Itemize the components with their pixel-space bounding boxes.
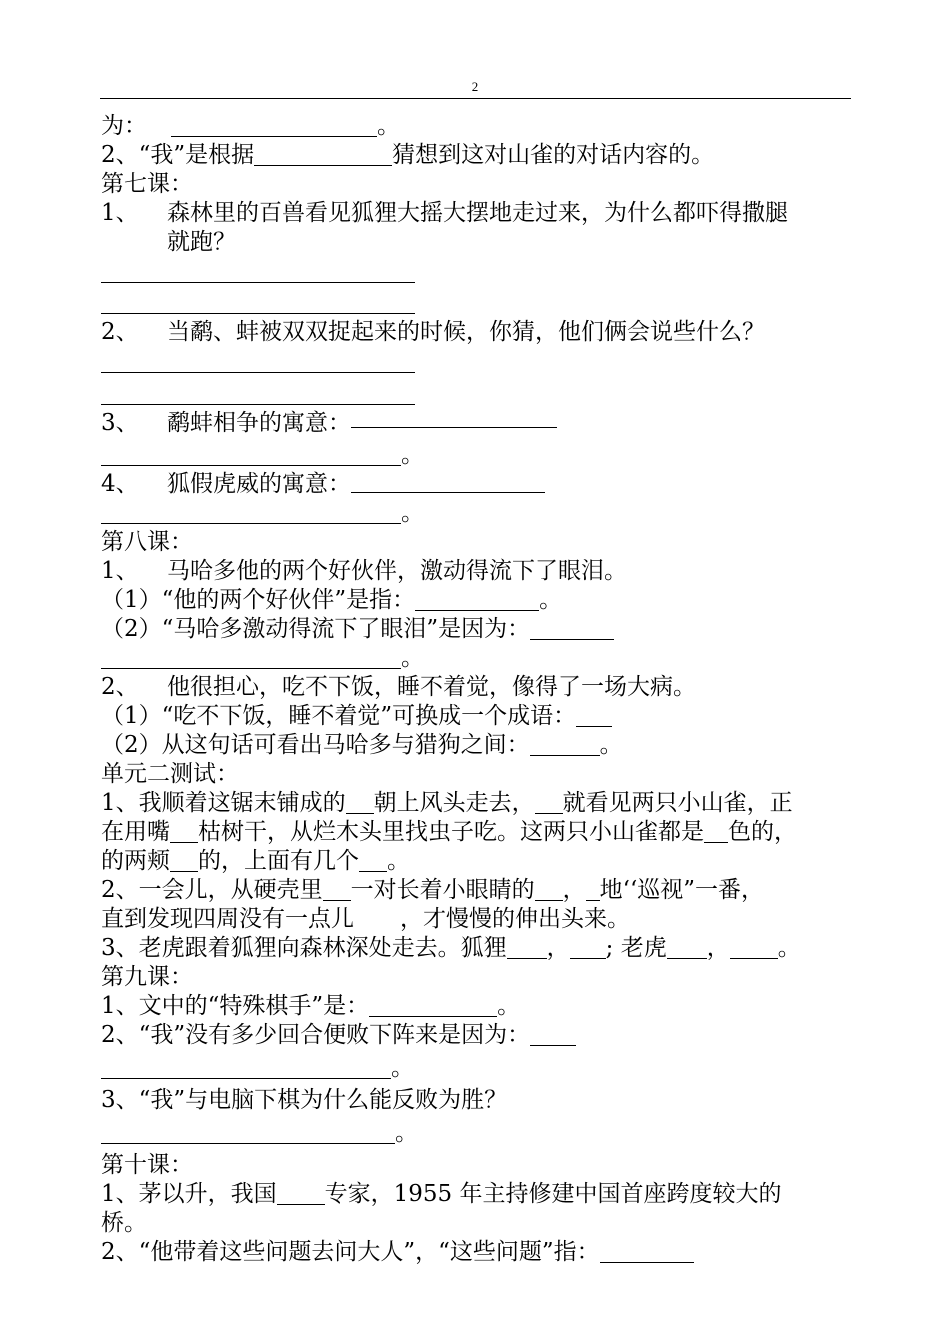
unit-q1-line1 bbox=[101, 789, 853, 818]
answer-blank[interactable] bbox=[667, 936, 707, 959]
text: 。 bbox=[497, 993, 521, 1019]
question-8-1-2 bbox=[101, 615, 853, 644]
unit-q1-line2 bbox=[101, 818, 853, 847]
question-9-2-cont bbox=[101, 1050, 853, 1086]
answer-line[interactable] bbox=[101, 350, 415, 373]
text: 枯树干，从烂木头里找虫子吃。这两只小山雀都是 bbox=[198, 819, 704, 845]
answer-blank[interactable] bbox=[730, 936, 778, 959]
question-text: 马哈多他的两个好伙伴，激动得流下了眼泪。 bbox=[167, 558, 627, 584]
answer-blank[interactable] bbox=[530, 1023, 576, 1046]
text: 。 bbox=[777, 935, 801, 961]
answer-blank[interactable] bbox=[535, 791, 563, 814]
text: 直到发现四周没有一点儿 bbox=[101, 906, 354, 932]
question-8-1-1 bbox=[101, 586, 853, 615]
unit-q3 bbox=[101, 934, 853, 963]
text: 猜想到这对山雀的对话内容的。 bbox=[392, 142, 715, 168]
header-rule bbox=[100, 98, 851, 99]
question-7-4 bbox=[101, 470, 853, 499]
text: ; 老虎 bbox=[605, 935, 667, 961]
answer-blank[interactable] bbox=[576, 704, 612, 727]
question-text: 森林里的百兽看见狐狸大摇大摆地走过来，为什么都吓得撒腿 bbox=[167, 200, 788, 226]
unit-q2-line1 bbox=[101, 876, 853, 905]
answer-blank[interactable] bbox=[346, 791, 374, 814]
answer-blank[interactable] bbox=[530, 733, 600, 756]
text: 2、“我”没有多少回合便败下阵来是因为： bbox=[101, 1022, 531, 1048]
question-7-1-cont: 就跑？ bbox=[167, 229, 236, 255]
text: 1、茅以升，我国 bbox=[101, 1181, 277, 1207]
unit-q2-line2 bbox=[101, 905, 853, 934]
answer-blank[interactable] bbox=[535, 878, 563, 901]
text: 的两颊 bbox=[101, 848, 170, 874]
answer-blank[interactable] bbox=[323, 878, 351, 901]
question-7-4-cont bbox=[101, 499, 853, 528]
text: （2）“马哈多激动得流下了眼泪”是因为： bbox=[101, 616, 531, 642]
text: 地‘‘巡视”一番， bbox=[599, 877, 765, 903]
text: 。 bbox=[395, 1120, 418, 1146]
answer-blank[interactable] bbox=[101, 1121, 395, 1144]
question-8-1-2-cont bbox=[101, 644, 853, 673]
text: 。 bbox=[539, 587, 563, 613]
text: （1）“吃不下饭，睡不着觉”可换成一个成语： bbox=[101, 703, 577, 729]
question-7-2 bbox=[101, 314, 853, 350]
text: 在用嘴 bbox=[101, 819, 170, 845]
question-8-1 bbox=[101, 557, 853, 586]
answer-blank[interactable] bbox=[359, 849, 387, 872]
answer-line[interactable] bbox=[101, 380, 415, 405]
answer-blank[interactable] bbox=[351, 470, 545, 493]
answer-blank[interactable] bbox=[101, 501, 401, 524]
answer-blank[interactable] bbox=[530, 617, 614, 640]
text: 1、文中的“特殊棋手”是： bbox=[101, 993, 370, 1019]
text: 的，上面有几个 bbox=[198, 848, 359, 874]
text: 色的， bbox=[728, 819, 797, 845]
question-9-2 bbox=[101, 1021, 853, 1050]
unit-q1-line3 bbox=[101, 847, 853, 876]
text: ， bbox=[706, 935, 730, 961]
text: ，才慢慢的伸出头来。 bbox=[400, 906, 630, 932]
text: ， bbox=[546, 935, 570, 961]
question-9-3: 3、“我”与电脑下棋为什么能反败为胜？ bbox=[101, 1087, 508, 1113]
answer-blank[interactable] bbox=[507, 936, 547, 959]
lesson-8-heading: 第八课： bbox=[101, 529, 193, 555]
question-8-2 bbox=[101, 673, 853, 702]
line-answer-for bbox=[101, 112, 853, 141]
answer-blank[interactable] bbox=[170, 849, 198, 872]
question-9-1 bbox=[101, 992, 853, 1021]
text: 2、“他带着这些问题去问大人”，“这些问题”指： bbox=[101, 1239, 600, 1265]
text: 为： bbox=[101, 113, 147, 139]
answer-blank[interactable] bbox=[277, 1182, 325, 1205]
question-10-1 bbox=[101, 1180, 853, 1209]
question-7-3-cont bbox=[101, 441, 853, 470]
text: 。 bbox=[401, 500, 424, 526]
question-text: 当鹬、蚌被双双捉起来的时候，你猜，他们俩会说些什么？ bbox=[167, 319, 765, 345]
unit-2-test-heading: 单元二测试： bbox=[101, 761, 239, 787]
text: 3、老虎跟着狐狸向森林深处走去。狐狸 bbox=[101, 935, 507, 961]
lesson-7-heading: 第七课： bbox=[101, 171, 193, 197]
answer-blank[interactable] bbox=[351, 405, 557, 428]
text: （2）从这句话可看出马哈多与猎狗之间： bbox=[101, 732, 530, 758]
question-number: 1、 bbox=[101, 200, 139, 226]
answer-blank[interactable] bbox=[369, 994, 497, 1017]
question-8-2-1 bbox=[101, 702, 853, 731]
question-text: 狐假虎威的寓意： bbox=[167, 471, 351, 497]
answer-blank[interactable] bbox=[101, 646, 401, 669]
text: 一对长着小眼睛的 bbox=[350, 877, 535, 903]
line-q2-basis bbox=[101, 141, 853, 170]
lesson-9-heading: 第九课： bbox=[101, 964, 193, 990]
text: ， bbox=[562, 877, 586, 903]
question-9-3-cont bbox=[101, 1115, 853, 1151]
answer-blank[interactable] bbox=[101, 1056, 391, 1079]
text: 2、“我”是根据 bbox=[101, 142, 255, 168]
text: 。 bbox=[391, 1055, 414, 1081]
question-number: 2、 bbox=[101, 674, 139, 700]
question-7-1 bbox=[101, 199, 853, 228]
answer-line[interactable] bbox=[101, 289, 415, 314]
text: 朝上风头走去， bbox=[373, 790, 535, 816]
answer-blank[interactable] bbox=[704, 820, 728, 843]
question-10-1-cont: 桥。 bbox=[101, 1210, 147, 1236]
question-text: 他很担心，吃不下饭，睡不着觉，像得了一场大病。 bbox=[167, 674, 696, 700]
text: 。 bbox=[377, 113, 400, 139]
question-7-3 bbox=[101, 405, 853, 441]
text: 2、一会儿，从硬壳里 bbox=[101, 877, 323, 903]
page-number: 2 bbox=[471, 79, 479, 94]
question-8-2-2 bbox=[101, 731, 853, 760]
answer-blank[interactable] bbox=[600, 1240, 694, 1263]
question-number: 4、 bbox=[101, 471, 139, 497]
text: 。 bbox=[401, 645, 424, 671]
answer-line[interactable] bbox=[101, 257, 415, 283]
answer-blank[interactable] bbox=[570, 936, 606, 959]
lesson-10-heading: 第十课： bbox=[101, 1152, 193, 1178]
text: 。 bbox=[599, 732, 623, 758]
text: 专家，1955 年主持修建中国首座跨度较大的 bbox=[324, 1181, 782, 1207]
text: （1）“他的两个好伙伴”是指： bbox=[101, 587, 416, 613]
answer-blank[interactable] bbox=[586, 878, 600, 901]
answer-blank[interactable] bbox=[171, 114, 377, 137]
answer-blank[interactable] bbox=[170, 820, 198, 843]
document-body bbox=[101, 112, 853, 1267]
text: 。 bbox=[401, 442, 424, 468]
answer-blank[interactable] bbox=[415, 588, 539, 611]
text: 。 bbox=[387, 848, 410, 874]
answer-blank[interactable] bbox=[254, 143, 392, 166]
text: 就看见两只小山雀，正 bbox=[562, 790, 793, 816]
question-number: 1、 bbox=[101, 558, 139, 584]
question-text: 鹬蚌相争的寓意： bbox=[167, 410, 351, 436]
question-10-2 bbox=[101, 1238, 853, 1267]
answer-blank[interactable] bbox=[101, 443, 401, 466]
question-number: 2、 bbox=[101, 319, 139, 345]
question-number: 3、 bbox=[101, 410, 139, 436]
text: 1、我顺着这锯末铺成的 bbox=[101, 790, 346, 816]
